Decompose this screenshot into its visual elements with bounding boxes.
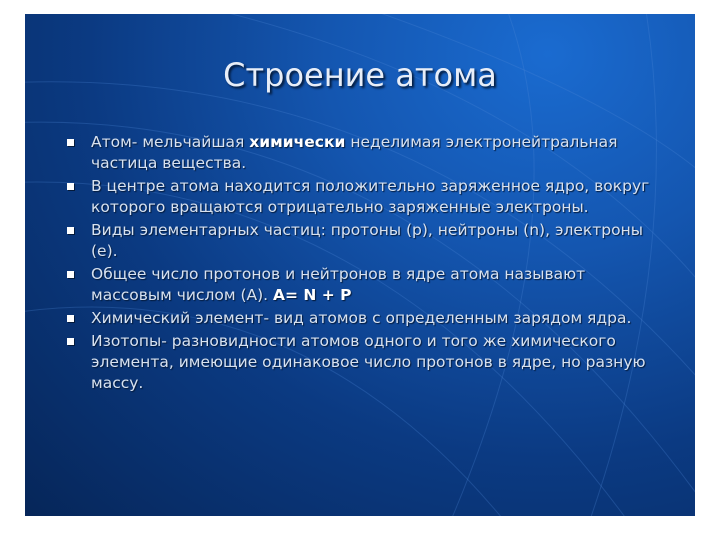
bullet-text: Виды элементарных частиц: протоны (p), нейтроны (n), электроны (e). xyxy=(91,221,643,260)
bullet-item xyxy=(65,308,665,329)
bullet-text: Химический элемент- вид атомов с определенным зарядом ядра. xyxy=(91,309,632,327)
bullet-text: Атом- мельчайшая xyxy=(91,133,250,151)
slide-title: Строение атома xyxy=(223,56,497,94)
bullet-item xyxy=(65,176,665,218)
bullet-text: Изотопы- разновидности атомов одного и того же химического элемента, имеющие одинаковое число протонов в ядре, но разную массу. xyxy=(91,332,646,392)
bullet-text: В центре атома находится положительно заряженное ядро, вокруг которого вращаются отрицательно заряженные электроны. xyxy=(91,177,650,216)
square-bullet-icon xyxy=(67,227,74,234)
square-bullet-icon xyxy=(67,183,74,190)
bullet-item xyxy=(65,132,665,174)
square-bullet-icon xyxy=(67,338,74,345)
square-bullet-icon xyxy=(67,315,74,322)
bullet-item xyxy=(65,331,665,394)
bullet-item xyxy=(65,264,665,306)
square-bullet-icon xyxy=(67,271,74,278)
bullet-bold-text: химически xyxy=(249,133,346,151)
bullet-text-continued: неделимая электронейтральная частица вещества. xyxy=(91,133,618,172)
bullet-text: Общее число протонов и нейтронов в ядре атома называют массовым числом (А). xyxy=(91,265,586,304)
slide xyxy=(25,14,695,516)
bullet-list xyxy=(65,132,665,396)
square-bullet-icon xyxy=(67,139,74,146)
bullet-item xyxy=(65,220,665,262)
formula-text: А= N + P xyxy=(273,286,352,304)
